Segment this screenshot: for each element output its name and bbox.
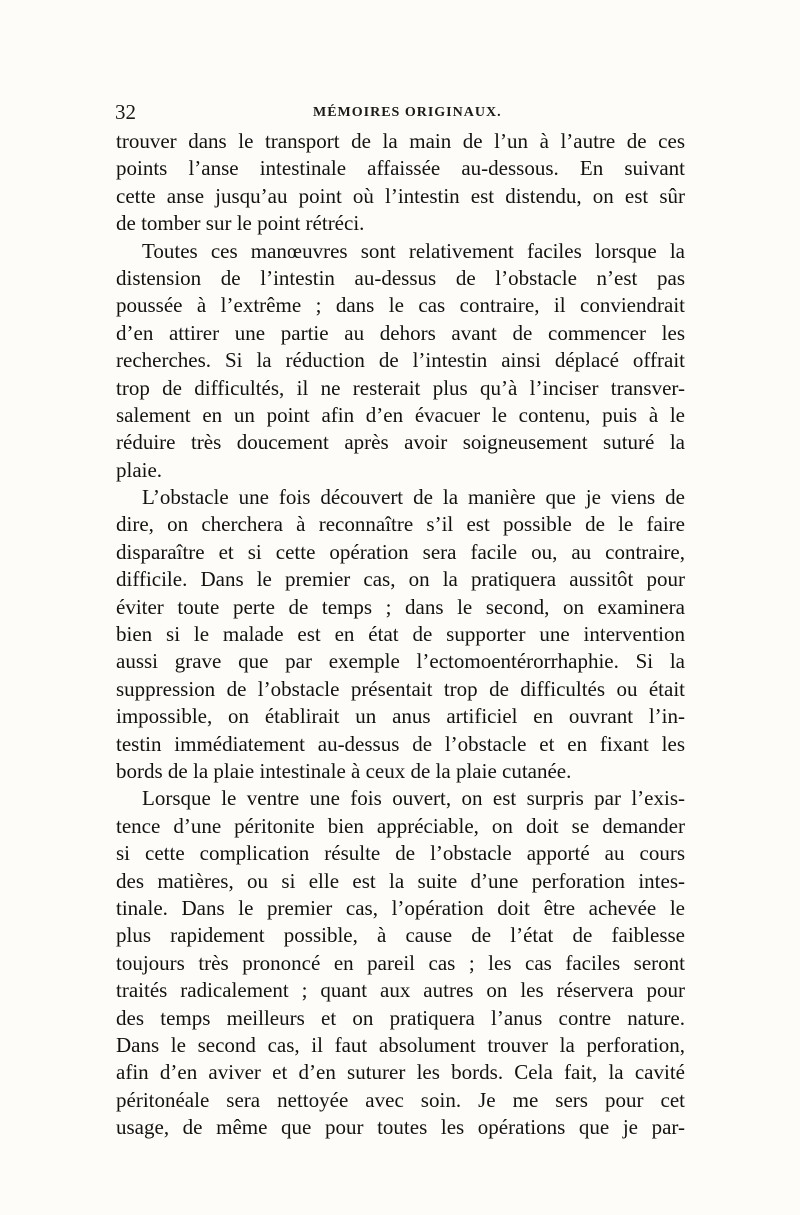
text-line: plaie. [116,457,163,482]
text-line: bien si le malade est en état de supporter une intervention [116,622,685,647]
text-line: trouver dans le transport de la main de l’un à l’autre de ces [116,129,685,153]
text-line: impossible, on établirait un anus artificiel en ouvrant l’in- [116,704,685,729]
text-line: L’obstacle une fois découvert de la manière que je viens de [142,485,685,510]
text-line: Lorsque le ventre une fois ouvert, on est surpris par l’exis- [142,786,685,811]
text-line: bords de la plaie intestinale à ceux de la plaie cutanée. [116,758,572,783]
text-line: disparaître et si cette opération sera facile ou, au contraire, [116,539,685,564]
text-line: cette anse jusqu’au point où l’intestin est distendu, on est sûr [116,183,685,208]
text-line: difficile. Dans le premier cas, on la pratiquera aussitôt pour [116,567,685,592]
text-line: points l’anse intestinale affaissée au-dessous. En suivant [116,156,685,181]
text-line: d’en attirer une partie au dehors avant de commencer les [116,320,685,345]
text-line: recherches. Si la réduction de l’intestin ainsi déplacé offrait [116,348,685,373]
running-head: MÉMOIRES ORIGINAUX. [313,105,502,120]
text-line: suppression de l’obstacle présentait trop de difficultés ou était [116,676,685,701]
text-line: afin d’en aviver et d’en suturer les bords. Cela fait, la cavité [116,1060,685,1085]
text-line: salement en un point afin d’en évacuer le contenu, puis à le [116,402,685,427]
text-line: trop de difficultés, il ne resterait plus qu’à l’inciser transver- [116,375,685,400]
text-line: de tomber sur le point rétréci. [116,211,365,236]
page-header [113,98,703,126]
text-line: plus rapidement possible, à cause de l’état de faiblesse [116,923,685,948]
text-line: éviter toute perte de temps ; dans le second, on examinera [116,594,685,619]
text-line: tinale. Dans le premier cas, l’opération doit être achevée le [116,895,685,920]
page-number: 32 [115,100,136,124]
text-line: poussée à l’extrême ; dans le cas contraire, il conviendrait [116,293,685,318]
text-line: des matières, ou si elle est la suite d’une perforation intes- [116,868,685,893]
text-line: Dans le second cas, il faut absolument trouver la perforation, [116,1032,685,1057]
text-line: si cette complication résulte de l’obstacle apporté au cours [116,841,685,866]
text-line: toujours très prononcé en pareil cas ; les cas faciles seront [116,950,685,975]
text-line: traités radicalement ; quant aux autres on les réservera pour [116,978,685,1003]
text-line: Toutes ces manœuvres sont relativement faciles lorsque la [142,238,685,263]
text-line: péritonéale sera nettoyée avec soin. Je me sers pour cet [116,1087,685,1112]
text-line: aussi grave que par exemple l’ectomoentérorrhaphie. Si la [116,649,685,674]
text-line: usage, de même que pour toutes les opérations que je par- [116,1115,685,1140]
text-line: dire, on cherchera à reconnaître s’il est possible de le faire [116,512,685,537]
text-line: des temps meilleurs et on pratiquera l’anus contre nature. [116,1005,685,1030]
text-line: tence d’une péritonite bien appréciable, on doit se demander [116,813,685,838]
text-line: réduire très doucement après avoir soigneusement suturé la [116,430,685,455]
text-line: distension de l’intestin au-dessus de l’obstacle n’est pas [116,265,685,290]
body-text [116,128,685,1141]
text-line: testin immédiatement au-dessus de l’obstacle et en fixant les [116,731,685,756]
